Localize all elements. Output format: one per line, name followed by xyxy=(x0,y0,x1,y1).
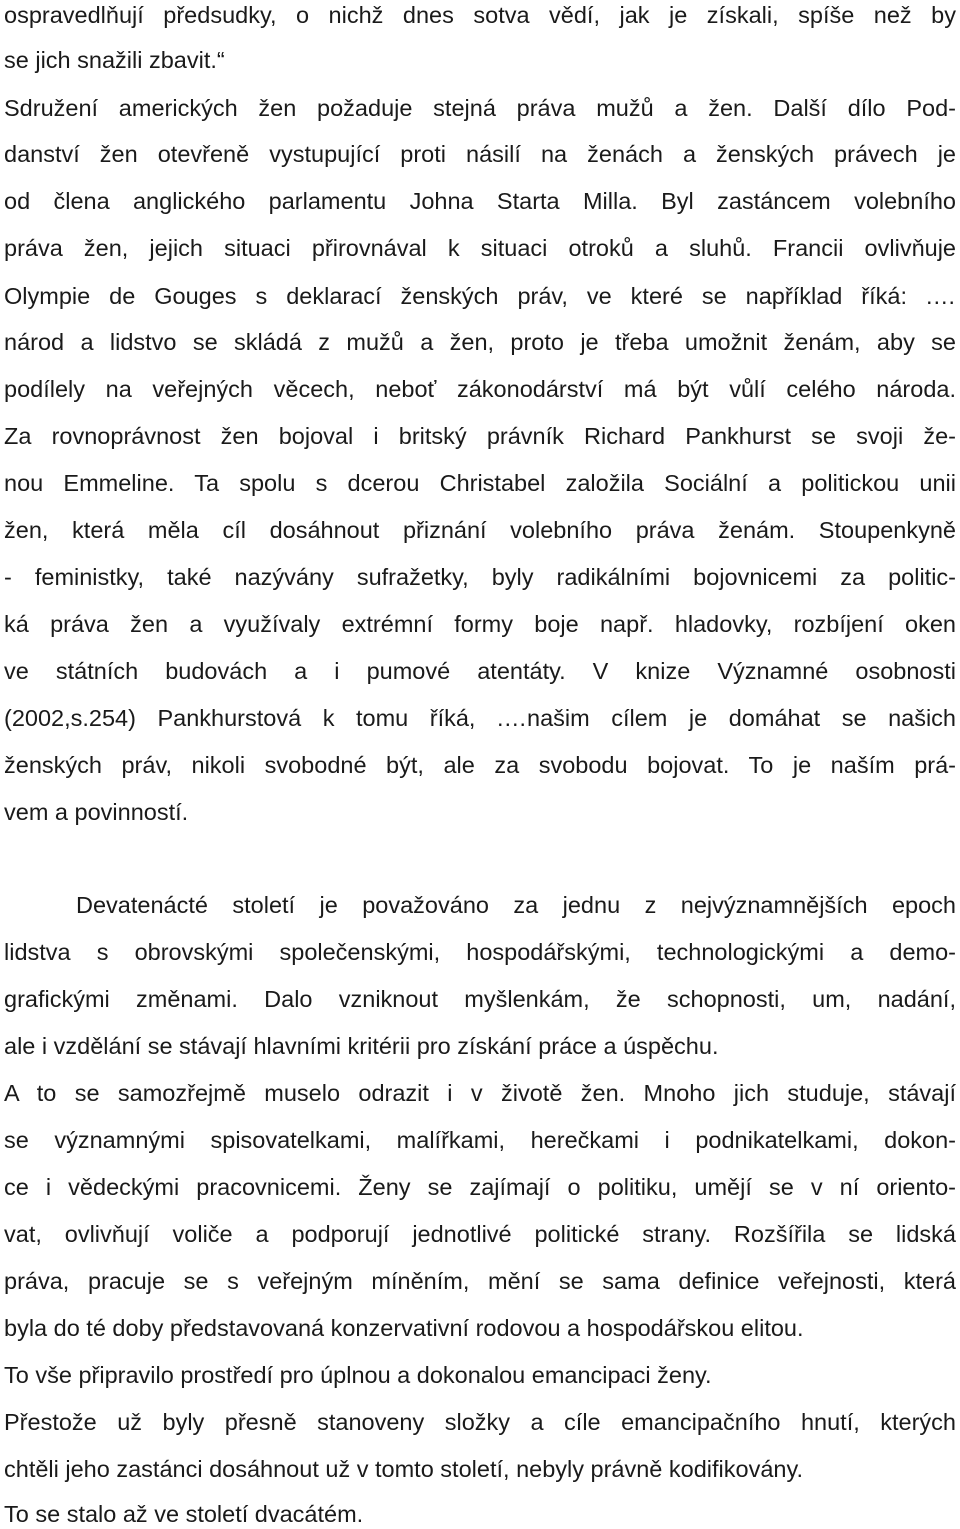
text-line: Devatenácté století je považováno za jednu z nejvýznamnějších epoch xyxy=(76,892,956,918)
text-line: ale i vzdělání se stávají hlavními kritérii pro získání práce a úspěchu. xyxy=(4,1033,719,1059)
text-line: žen, která měla cíl dosáhnout přiznání volebního práva ženám. Stoupenkyně xyxy=(4,517,956,543)
text-line: byla do té doby představovaná konzervativní rodovou a hospodářskou elitou. xyxy=(4,1315,804,1341)
text-line: ospravedlňují předsudky, o nichž dnes sotva vědí, jak je získali, spíše než by xyxy=(4,2,956,28)
text-line: ženských práv, nikoli svobodné být, ale za svobodu bojovat. To je naším prá- xyxy=(4,752,956,778)
text-line: vem a povinností. xyxy=(4,799,189,825)
text-line: práva, pracuje se s veřejným míněním, mění se sama definice veřejnosti, která xyxy=(4,1268,956,1294)
text-line: se významnými spisovatelkami, malířkami, herečkami i podnikatelkami, dokon- xyxy=(4,1127,956,1153)
text-line: grafickými změnami. Dalo vzniknout myšlenkám, že schopnosti, um, nadání, xyxy=(4,986,956,1012)
text-line: národ a lidstvo se skládá z mužů a žen, proto je třeba umožnit ženám, aby se xyxy=(4,329,956,355)
text-line: Za rovnoprávnost žen bojoval i britský právník Richard Pankhurst se svoji že- xyxy=(4,423,956,449)
text-line: ve státních budovách a i pumové atentáty. V knize Významné osobnosti xyxy=(4,658,956,684)
text-line: se jich snažili zbavit.“ xyxy=(4,47,225,73)
text-line: podílely na veřejných věcech, neboť zákonodárství má být vůlí celého národa. xyxy=(4,376,956,402)
text-line: To se stalo až ve století dvacátém. xyxy=(4,1501,364,1527)
text-line: To vše připravilo prostředí pro úplnou a dokonalou emancipaci ženy. xyxy=(4,1362,712,1388)
text-line: nou Emmeline. Ta spolu s dcerou Christabel založila Sociální a politickou unii xyxy=(4,470,956,496)
text-line: A to se samozřejmě muselo odrazit i v životě žen. Mnoho jich studuje, stávají xyxy=(4,1080,956,1106)
text-line: Sdružení amerických žen požaduje stejná práva mužů a žen. Další dílo Pod- xyxy=(4,95,956,121)
text-line: (2002,s.254) Pankhurstová k tomu říká, .…našim cílem je domáhat se našich xyxy=(4,705,956,731)
text-line: - feministky, také nazývány sufražetky, byly radikálními bojovnicemi za politic- xyxy=(4,564,956,590)
text-line: Olympie de Gouges s deklarací ženských práv, ve které se například říká: .… xyxy=(4,283,956,309)
text-line: od člena anglického parlamentu Johna Starta Milla. Byl zastáncem volebního xyxy=(4,188,956,214)
text-line: danství žen otevřeně vystupující proti násilí na ženách a ženských právech je xyxy=(4,141,956,167)
text-line: Přestože už byly přesně stanoveny složky a cíle emancipačního hnutí, kterých xyxy=(4,1409,956,1435)
text-line: ká práva žen a využívaly extrémní formy boje např. hladovky, rozbíjení oken xyxy=(4,611,956,637)
text-line: chtěli jeho zastánci dosáhnout už v tomto století, nebyly právně kodifikovány. xyxy=(4,1456,804,1482)
text-line: práva žen, jejich situaci přirovnával k situaci otroků a sluhů. Francii ovlivňuje xyxy=(4,235,956,261)
text-line: ce i vědeckými pracovnicemi. Ženy se zajímají o politiku, umějí se v ní oriento- xyxy=(4,1174,956,1200)
text-line: vat, ovlivňují voliče a podporují jednotlivé politické strany. Rozšířila se lidská xyxy=(4,1221,956,1247)
text-line: lidstva s obrovskými společenskými, hospodářskými, technologickými a demo- xyxy=(4,939,956,965)
